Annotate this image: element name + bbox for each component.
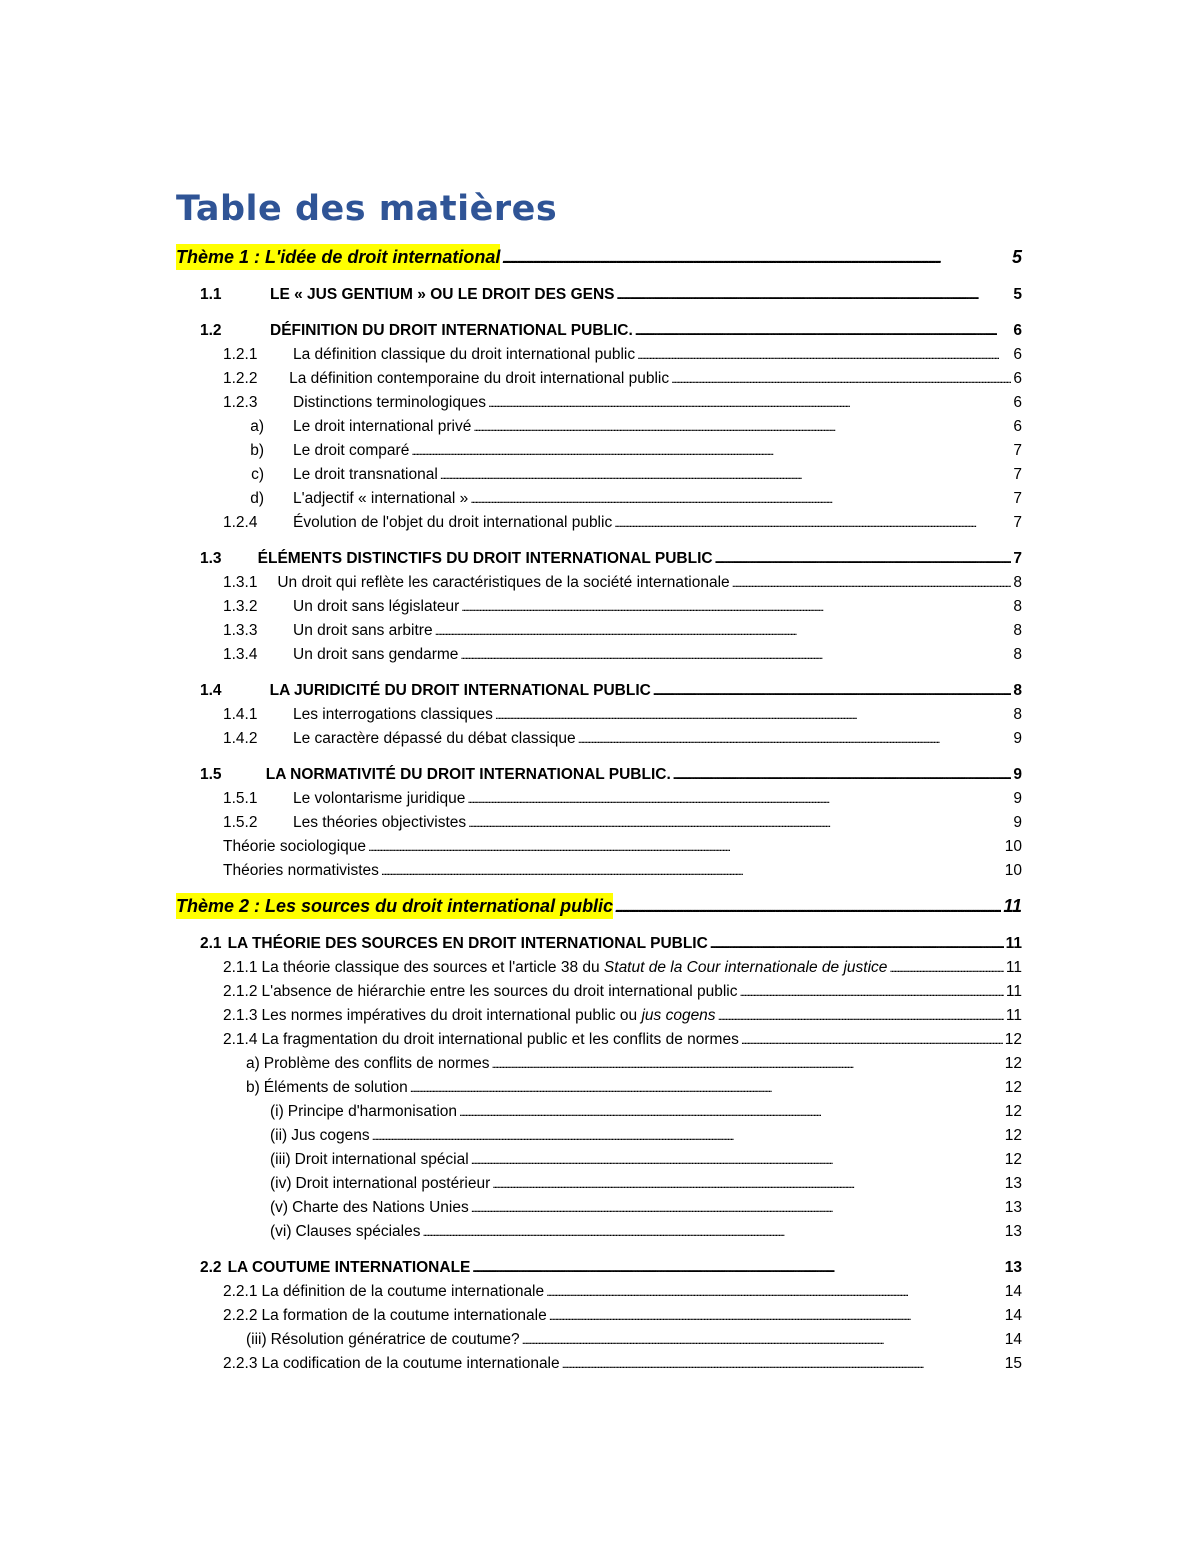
page-number: 6 [1013,322,1022,339]
section-number: 2.2.2 [223,1307,258,1324]
section-number: 2.2.1 [223,1283,258,1300]
toc-entry-2-1-4-b[interactable] [176,1076,1022,1100]
section-number: (iv) [270,1175,292,1192]
section-number: 2.1.2 [223,983,258,1000]
page-number: 9 [1013,790,1022,807]
dot-leader [472,1256,1002,1280]
dot-leader [492,1052,1003,1076]
dot-leader [889,956,1004,980]
section-label: Le volontarisme juridique [293,790,466,807]
section-number: (iii) [246,1331,267,1348]
dot-leader [562,1352,1003,1376]
section-number: 1.4.1 [223,706,258,723]
section-label: Théories normativistes [223,862,379,879]
toc-entry-2-2-2[interactable] [176,1304,1022,1328]
section-label: La fragmentation du droit international public et les conflits de normes [261,1031,739,1048]
dot-leader [635,319,1012,343]
toc-entry-2-1-4-a[interactable] [176,1052,1022,1076]
toc-entry-1-3-2[interactable] [176,595,1022,619]
section-number: (i) [270,1103,284,1120]
toc-entry-1-5-1[interactable] [176,787,1022,811]
section-number: (v) [270,1199,289,1216]
dot-leader [653,679,1012,703]
section-label: Principe d'harmonisation [287,1103,458,1120]
toc-entry-1-2-3-c[interactable] [176,463,1022,487]
page-number: 13 [1004,1259,1022,1276]
toc-entry-2-1-1[interactable] [176,956,1022,980]
toc-entry-1-3-3[interactable] [176,619,1022,643]
page-number: 12 [1004,1031,1022,1048]
dot-leader [732,571,1012,595]
section-label: Le droit transnational [293,466,438,483]
dot-leader [578,727,1012,751]
section-label: Droit international spécial [294,1151,469,1168]
section-number: b) [250,442,264,459]
page-number: 14 [1004,1331,1022,1348]
page-number: 8 [1013,646,1022,663]
section-number: 1.3.2 [223,598,258,615]
section-label: Un droit sans gendarme [293,646,459,663]
section-label: LA NORMATIVITÉ DU DROIT INTERNATIONAL PUBLIC. [265,766,671,783]
toc-entry-ii[interactable] [176,1124,1022,1148]
section-label: L'absence de hiérarchie entre les sources du droit international public [261,983,738,1000]
theme-2-label: Thème 2 : Les sources du droit international public [176,893,613,919]
toc-entry-theme-2[interactable] [176,893,1022,920]
toc-entry-2-1-2[interactable] [176,980,1022,1004]
page-number: 15 [1004,1355,1022,1372]
section-label: ÉLÉMENTS DISTINCTIFS DU DROIT INTERNATIONAL PUBLIC [257,550,713,567]
toc-entry-1-2-3-d[interactable] [176,487,1022,511]
section-number: b) [246,1079,260,1096]
dot-leader [522,1328,1003,1352]
section-label: Un droit sans législateur [293,598,460,615]
dot-leader [739,980,1003,1004]
section-label: Le droit comparé [293,442,410,459]
section-label: Résolution génératrice de coutume? [270,1331,520,1348]
dot-leader [715,547,1012,571]
toc-entry-1-3[interactable] [176,547,1022,571]
dot-leader [467,787,1011,811]
section-label: DÉFINITION DU DROIT INTERNATIONAL PUBLIC. [270,322,633,339]
section-label-italic: jus cogens [641,1007,716,1024]
toc-entry-1-4[interactable] [176,679,1022,703]
section-number: (vi) [270,1223,292,1240]
section-label: La définition de la coutume internationale [261,1283,545,1300]
dot-leader [440,463,1012,487]
toc-entry-1-5-2[interactable] [176,811,1022,835]
section-number: c) [251,466,264,483]
dot-leader [502,244,1010,271]
page-number: 6 [1013,346,1022,363]
dot-leader [614,511,1011,535]
dot-leader [461,595,1011,619]
theme-1-label: Thème 1 : L'idée de droit international [176,244,500,270]
section-number: 1.2.4 [223,514,258,531]
page-number: 9 [1013,766,1022,783]
dot-leader [372,1124,1003,1148]
dot-leader [671,367,1011,391]
dot-leader [471,1196,1003,1220]
section-label: La définition classique du droit international public [293,346,636,363]
page-number: 8 [1013,682,1022,699]
toc-entry-1-2-3-b[interactable] [176,439,1022,463]
toc-entry-2-2[interactable] [176,1256,1022,1280]
section-label: Un droit qui reflète les caractéristiques de la société internationale [277,574,730,591]
section-number: 2.1 [200,935,222,952]
section-label: Le caractère dépassé du débat classique [293,730,576,747]
dot-leader [468,811,1011,835]
toc-entry-2-2-1[interactable] [176,1280,1022,1304]
section-label: LA COUTUME INTERNATIONALE [227,1259,471,1276]
page-number: 7 [1013,550,1022,567]
section-label: La théorie classique des sources et l'article 38 du Statut de la Cour internationale de justice [261,959,888,976]
section-number: 1.2.2 [223,370,258,387]
dot-leader [459,1100,1003,1124]
page-number: 11 [1005,935,1022,952]
section-number: a) [246,1055,260,1072]
toc-entry-2-1-4[interactable] [176,1028,1022,1052]
section-number: 1.5 [200,766,222,783]
dot-leader [718,1004,1004,1028]
section-label: LE « JUS GENTIUM » OU LE DROIT DES GENS [270,286,615,303]
toc-entry-2-1-3[interactable] [176,1004,1022,1028]
page-number: 7 [1013,490,1022,507]
section-label: Éléments de solution [263,1079,408,1096]
page-number: 10 [1004,838,1022,855]
section-number: 1.5.2 [223,814,258,831]
page-number: 12 [1004,1079,1022,1096]
toc-entry-1-4-1[interactable] [176,703,1022,727]
section-number: 2.1.4 [223,1031,258,1048]
dot-leader [617,283,1012,307]
section-number: 1.1 [200,286,222,303]
page-number: 12 [1004,1151,1022,1168]
section-number: 1.4.2 [223,730,258,747]
toc-entry-theories-normativistes[interactable] [176,859,1022,883]
page-number: 8 [1013,598,1022,615]
toc-entry-1-2-1[interactable] [176,343,1022,367]
toc-entry-1-3-4[interactable] [176,643,1022,667]
toc-entry-2-1[interactable] [176,932,1022,956]
dot-leader [471,1148,1003,1172]
page-number: 9 [1013,814,1022,831]
dot-leader [615,893,1001,920]
page-number: 6 [1013,370,1022,387]
section-label: Les théories objectivistes [293,814,467,831]
dot-leader [381,859,1003,883]
page-number: 11 [1005,1007,1022,1024]
page-number: 5 [1011,247,1022,267]
dot-leader [488,391,1011,415]
page-number: 12 [1004,1103,1022,1120]
section-number: 1.4 [200,682,222,699]
dot-leader [411,439,1011,463]
dot-leader [422,1220,1002,1244]
toc-entry-i[interactable] [176,1100,1022,1124]
section-number: 1.3 [200,550,222,567]
page-number: 11 [1005,983,1022,1000]
section-number: 1.5.1 [223,790,258,807]
toc-page [176,186,1022,1376]
toc-entry-1-2[interactable] [176,319,1022,343]
dot-leader [549,1304,1003,1328]
section-number: 1.3.3 [223,622,258,639]
page-number: 13 [1004,1175,1022,1192]
dot-leader [470,487,1011,511]
dot-leader [710,932,1004,956]
section-label: La définition contemporaine du droit international public [289,370,670,387]
page-number: 14 [1004,1307,1022,1324]
toc-entry-1-2-3[interactable] [176,391,1022,415]
section-number: 2.1.1 [223,959,258,976]
section-number: (iii) [270,1151,291,1168]
section-label: La codification de la coutume internationale [261,1355,560,1372]
toc-entry-iv[interactable] [176,1172,1022,1196]
section-label: LA JURIDICITÉ DU DROIT INTERNATIONAL PUBLIC [269,682,651,699]
section-number: 1.2.1 [223,346,258,363]
section-number: (ii) [270,1127,288,1144]
page-number: 6 [1013,394,1022,411]
dot-leader [435,619,1012,643]
section-number: 1.3.1 [223,574,258,591]
toc-entry-2-2-3[interactable] [176,1352,1022,1376]
section-label: Distinctions terminologiques [293,394,486,411]
dot-leader [741,1028,1003,1052]
toc-entry-v[interactable] [176,1196,1022,1220]
section-number: 1.2 [200,322,222,339]
section-label: Les interrogations classiques [293,706,493,723]
page-number: 12 [1004,1055,1022,1072]
section-number: 2.2 [200,1259,222,1276]
page-number: 9 [1013,730,1022,747]
page-number: 12 [1004,1127,1022,1144]
toc-entry-1-2-4[interactable] [176,511,1022,535]
toc-entry-1-2-2[interactable] [176,367,1022,391]
page-number: 7 [1013,442,1022,459]
dot-leader [492,1172,1003,1196]
page-number: 8 [1013,706,1022,723]
dot-leader [473,415,1011,439]
toc-entry-1-4-2[interactable] [176,727,1022,751]
toc-entry-1-3-1[interactable] [176,571,1022,595]
dot-leader [637,343,1011,367]
section-label-italic: Statut de la Cour internationale de justice [603,959,888,976]
toc-entry-2-2-2-iii[interactable] [176,1328,1022,1352]
section-label: Problème des conflits de normes [263,1055,490,1072]
toc-entry-1-2-3-a[interactable] [176,415,1022,439]
page-number: 7 [1013,514,1022,531]
dot-leader [495,703,1011,727]
section-label: Le droit international privé [293,418,472,435]
section-label: Droit international postérieur [295,1175,491,1192]
dot-leader [673,763,1012,787]
section-label: Les normes impératives du droit international public ou jus cogens [261,1007,716,1024]
page-number: 8 [1013,574,1022,591]
section-number: d) [250,490,264,507]
page-number: 8 [1013,622,1022,639]
section-label: Clauses spéciales [295,1223,421,1240]
page-number: 10 [1004,862,1022,879]
section-label: LA THÉORIE DES SOURCES EN DROIT INTERNATIONAL PUBLIC [227,935,708,952]
page-number: 5 [1013,286,1022,303]
toc-entry-1-1[interactable] [176,283,1022,307]
section-label: Un droit sans arbitre [293,622,433,639]
section-number: 1.2.3 [223,394,258,411]
dot-leader [546,1280,1003,1304]
page-number: 13 [1004,1223,1022,1240]
toc-entry-iii[interactable] [176,1148,1022,1172]
page-number: 13 [1004,1199,1022,1216]
page-number: 7 [1013,466,1022,483]
dot-leader [368,835,1003,859]
section-number: 2.2.3 [223,1355,258,1372]
page-number: 11 [1003,896,1022,916]
section-number: 2.1.3 [223,1007,258,1024]
toc-entry-theme-1[interactable] [176,244,1022,271]
section-label: Charte des Nations Unies [292,1199,469,1216]
section-number: a) [250,418,264,435]
toc-title: Table des matières [176,189,558,229]
page-number: 14 [1004,1283,1022,1300]
section-number: 1.3.4 [223,646,258,663]
section-label: Évolution de l'objet du droit international public [293,514,613,531]
dot-leader [460,643,1011,667]
section-label: Théorie sociologique [223,838,367,855]
section-label: Jus cogens [291,1127,370,1144]
toc-entry-vi[interactable] [176,1220,1022,1244]
page-number: 11 [1005,959,1022,976]
section-label: L'adjectif « international » [293,490,469,507]
section-label: La formation de la coutume internationale [261,1307,547,1324]
dot-leader [410,1076,1003,1100]
toc-entry-1-5[interactable] [176,763,1022,787]
page-number: 6 [1013,418,1022,435]
toc-entry-theorie-sociologique[interactable] [176,835,1022,859]
